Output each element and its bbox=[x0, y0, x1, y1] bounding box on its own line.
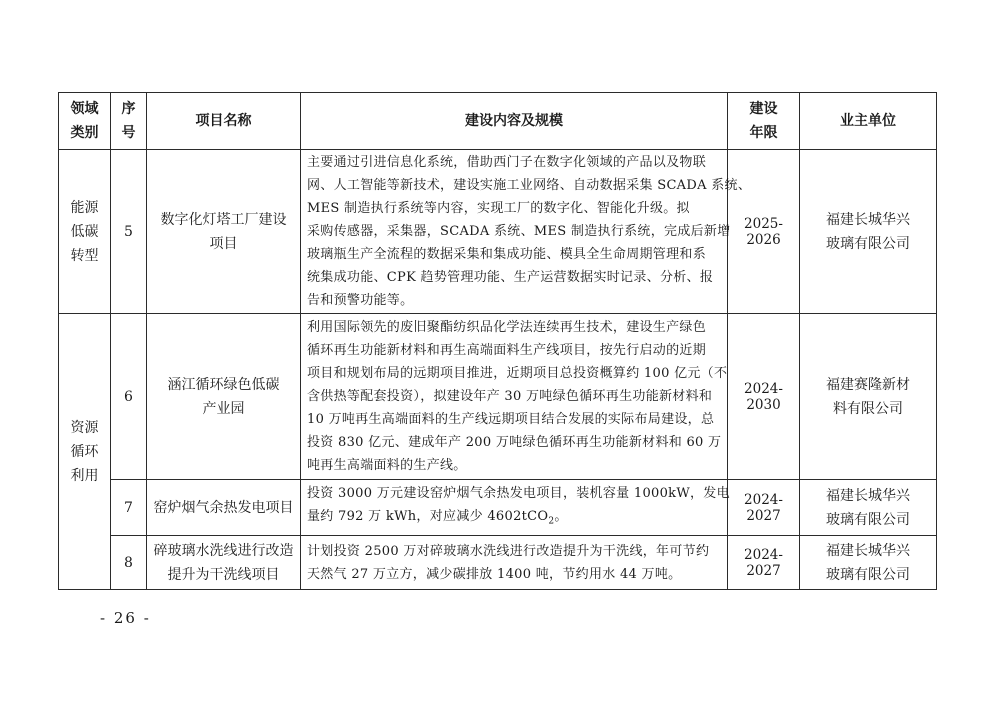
period-cell: 2024-2030 bbox=[728, 314, 800, 480]
owner-line: 玻璃有限公司 bbox=[826, 511, 910, 528]
content-line: 玻璃瓶生产全流程的数据采集和集成功能、模具全生命周期管理和系 bbox=[307, 247, 707, 262]
header-category bbox=[59, 93, 111, 150]
header-index bbox=[111, 93, 147, 150]
content-line: 采购传感器，采集器，SCADA 系统、MES 制造执行系统，完成后新增 bbox=[307, 224, 731, 239]
owner-line: 玻璃有限公司 bbox=[826, 235, 910, 252]
header-category-line: 类别 bbox=[70, 125, 99, 141]
project-name-line: 碎玻璃水洗线进行改造 bbox=[153, 542, 294, 559]
category-line: 资源 bbox=[70, 419, 99, 436]
table-row bbox=[59, 314, 937, 480]
content-line: 10 万吨再生高端面料的生产线远期项目结合发展的实际布局建设，总 bbox=[307, 412, 715, 427]
project-name-line: 提升为干洗线项目 bbox=[167, 566, 280, 583]
owner-line: 福建赛隆新材 bbox=[826, 376, 910, 393]
owner-cell bbox=[800, 536, 937, 590]
content-text: 量约 792 万 kWh，对应减少 4602tCO bbox=[307, 508, 549, 524]
project-name-cell bbox=[147, 150, 301, 314]
project-table bbox=[58, 92, 937, 590]
owner-cell bbox=[800, 150, 937, 314]
table-header-row bbox=[59, 93, 937, 150]
owner-line: 料有限公司 bbox=[833, 400, 903, 417]
owner-line: 福建长城华兴 bbox=[826, 487, 910, 504]
project-name-cell bbox=[147, 536, 301, 590]
content-line: 网、人工智能等新技术，建设实施工业网络、自动数据采集 SCADA 系统、 bbox=[307, 178, 752, 193]
subscript-text: 2 bbox=[548, 516, 555, 527]
header-owner: 业主单位 bbox=[800, 93, 937, 150]
header-period-line: 年限 bbox=[749, 125, 778, 141]
period-cell: 2024-2027 bbox=[728, 536, 800, 590]
content-line: 含供热等配套投资），拟建设年产 30 万吨绿色循环再生功能新材料和 bbox=[307, 389, 713, 404]
period-cell: 2025-2026 bbox=[728, 150, 800, 314]
header-content: 建设内容及规模 bbox=[301, 93, 728, 150]
index-cell: 6 bbox=[111, 314, 147, 480]
table-row bbox=[59, 536, 937, 590]
header-period bbox=[728, 93, 800, 150]
project-name-cell bbox=[147, 314, 301, 480]
index-cell: 8 bbox=[111, 536, 147, 590]
period-cell: 2024-2027 bbox=[728, 480, 800, 536]
project-name-line: 产业园 bbox=[202, 400, 245, 417]
content-line: 利用国际领先的废旧聚酯纺织品化学法连续再生技术，建设生产绿色 bbox=[307, 320, 707, 335]
table-row bbox=[59, 150, 937, 314]
content-cell bbox=[301, 480, 728, 536]
owner-line: 福建长城华兴 bbox=[826, 542, 910, 559]
content-line: 项目和规划布局的远期项目推进，近期项目总投资概算约 100 亿元（不 bbox=[307, 366, 728, 381]
content-line: 循环再生功能新材料和再生高端面料生产线项目，按先行启动的近期 bbox=[307, 343, 707, 358]
category-line: 循环 bbox=[70, 443, 99, 460]
category-line: 转型 bbox=[70, 247, 99, 264]
header-category-line: 领域 bbox=[70, 101, 99, 117]
category-line: 低碳 bbox=[70, 223, 99, 240]
owner-cell bbox=[800, 314, 937, 480]
header-index-line: 序 bbox=[121, 101, 136, 117]
content-cell bbox=[301, 150, 752, 314]
content-line: 统集成功能、CPK 趋势管理功能、生产运营数据实时记录、分析、报 bbox=[307, 270, 714, 285]
project-name-line: 数字化灯塔工厂建设 bbox=[160, 211, 287, 228]
category-line: 利用 bbox=[70, 467, 99, 484]
project-name-line: 项目 bbox=[209, 235, 238, 252]
content-cell bbox=[301, 536, 728, 590]
owner-cell bbox=[800, 480, 937, 536]
content-line: 投资 830 亿元、建成年产 200 万吨绿色循环再生功能新材料和 60 万 bbox=[307, 435, 722, 450]
header-name: 项目名称 bbox=[147, 93, 301, 150]
category-line: 能源 bbox=[70, 199, 99, 216]
content-line: 主要通过引进信息化系统，借助西门子在数字化领域的产品以及物联 bbox=[307, 155, 707, 170]
page-number: - 26 - bbox=[100, 609, 151, 627]
index-cell: 5 bbox=[111, 150, 147, 314]
project-name-line: 涵江循环绿色低碳 bbox=[167, 376, 280, 393]
category-cell bbox=[59, 150, 111, 314]
table-row bbox=[59, 480, 937, 536]
project-name-cell bbox=[147, 480, 301, 536]
content-line: 吨再生高端面料的生产线。 bbox=[307, 458, 467, 473]
content-text: 。 bbox=[554, 508, 568, 524]
content-line: 天然气 27 万立方，减少碳排放 1400 吨，节约用水 44 万吨。 bbox=[307, 566, 682, 582]
content-line: 告和预警功能等。 bbox=[307, 293, 414, 308]
owner-line: 玻璃有限公司 bbox=[826, 566, 910, 583]
content-line: MES 制造执行系统等内容，实现工厂的数字化、智能化升级。拟 bbox=[307, 201, 690, 216]
content-line: 投资 3000 万元建设窑炉烟气余热发电项目，装机容量 1000kW，发电 bbox=[307, 485, 730, 501]
content-line: 计划投资 2500 万对碎玻璃水洗线进行改造提升为干洗线，年可节约 bbox=[307, 543, 710, 559]
owner-line: 福建长城华兴 bbox=[826, 211, 910, 228]
project-name-line: 窑炉烟气余热发电项目 bbox=[153, 499, 294, 516]
content-line bbox=[307, 505, 723, 534]
index-cell: 7 bbox=[111, 480, 147, 536]
header-period-line: 建设 bbox=[749, 101, 778, 117]
header-index-line: 号 bbox=[121, 125, 136, 141]
category-cell bbox=[59, 314, 111, 590]
content-cell bbox=[301, 314, 728, 480]
